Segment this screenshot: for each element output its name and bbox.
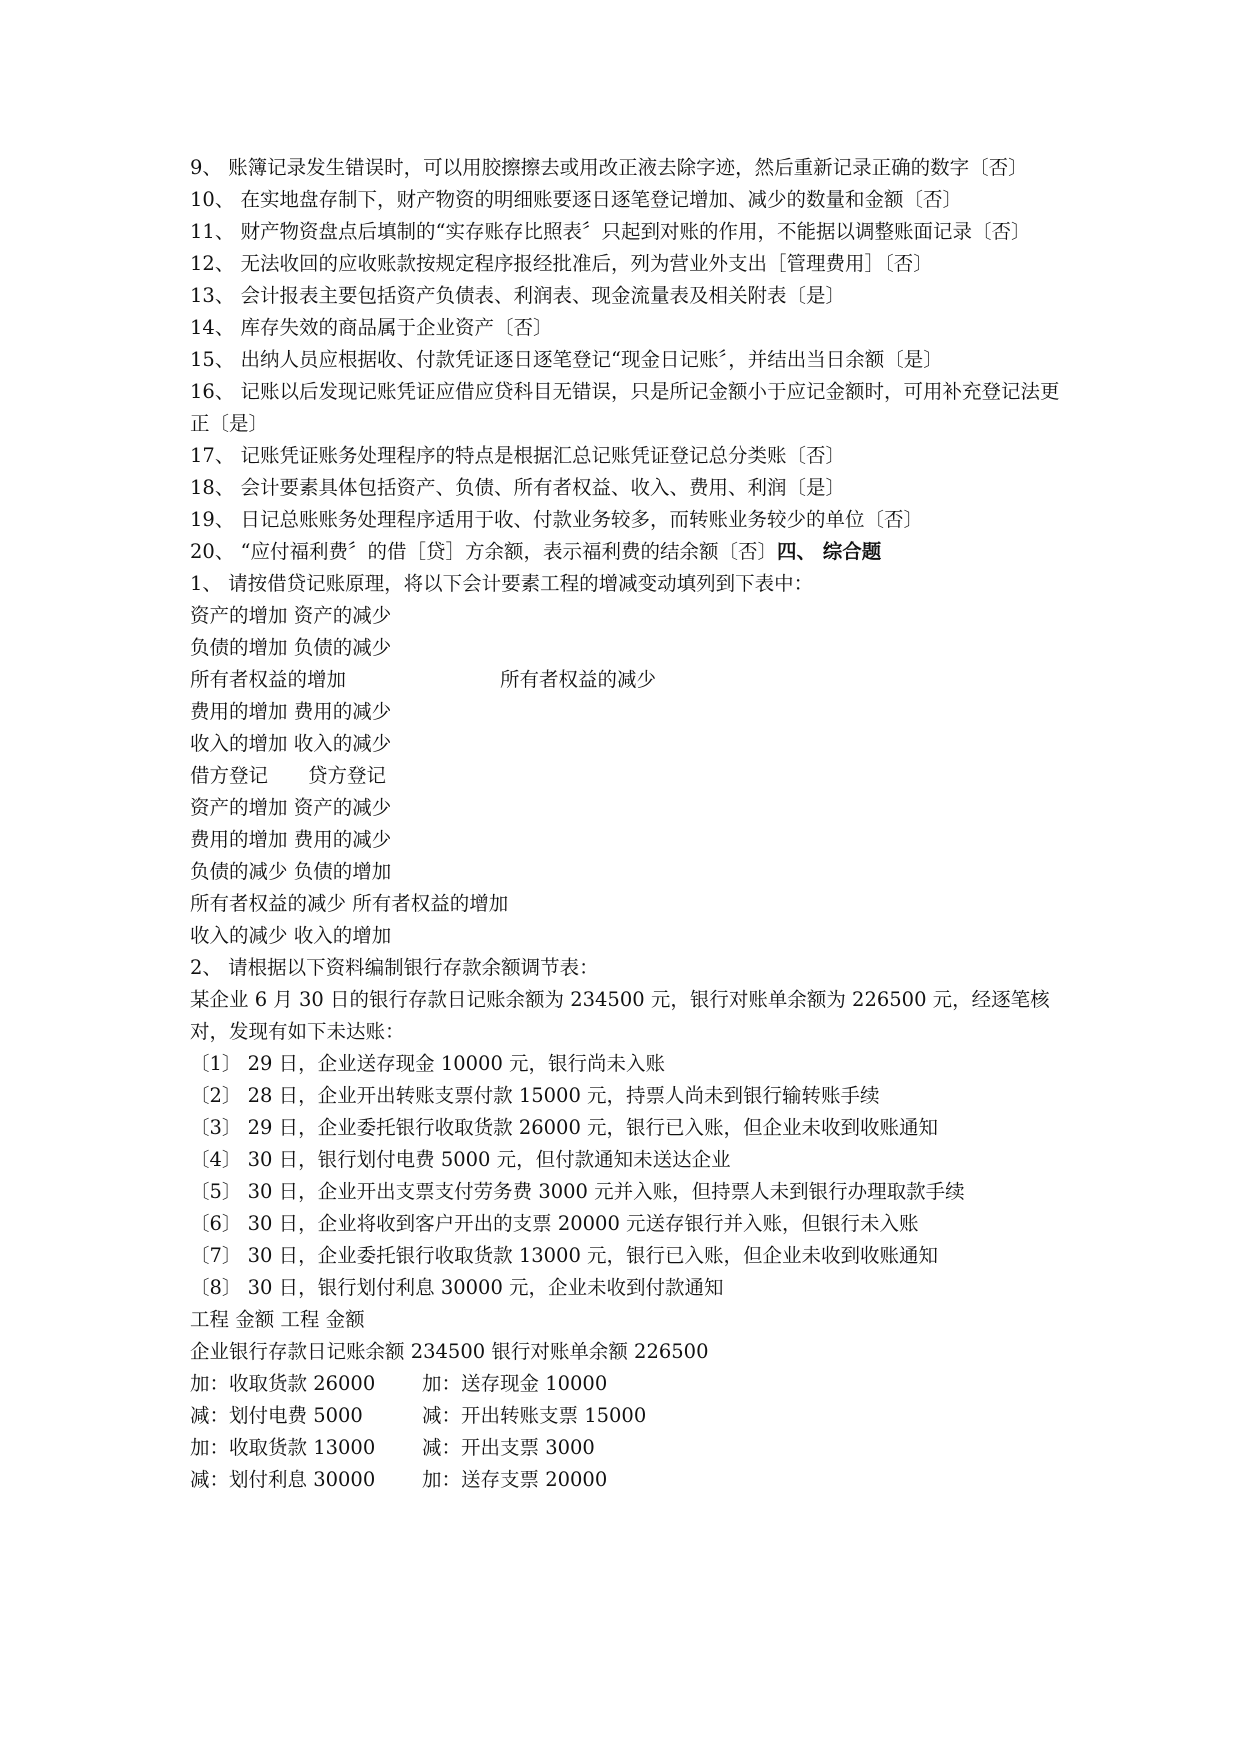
reconciliation-table-header: 工程 金额 工程 金额 (190, 1308, 365, 1331)
q1-row-right: 收入的减少 (293, 732, 392, 755)
q1-row-left: 资产的增加 (190, 604, 288, 627)
section-heading: 四、 综合题 (776, 540, 882, 563)
q1-header-row (190, 760, 1070, 792)
judgment-item-9: 9、 账簿记录发生错误时，可以用胶擦擦去或用改正液去除字迹，然后重新记录正确的数字〔否〕 (190, 156, 1028, 179)
reconciliation-row (190, 1464, 1070, 1496)
judgment-item-18: 18、 会计要素具体包括资产、负债、所有者权益、收入、费用、利润〔是〕 (190, 476, 846, 499)
q1-row (190, 632, 1070, 664)
judgment-item-11: 11、 财产物资盘点后填制的“实存账存比照表〞只起到对账的作用，不能据以调整账面记录〔否〕 (190, 220, 1031, 243)
q1-row-left: 负债的减少 (190, 860, 288, 883)
credit-header: 贷方登记 (308, 764, 387, 787)
judgment-item-20 (190, 536, 1070, 568)
reconciliation-row-left: 加：收取货款 13000 (190, 1436, 376, 1459)
q1-row-left: 负债的增加 (190, 636, 288, 659)
reconciliation-row (190, 1432, 1070, 1464)
q1-row (190, 856, 1070, 888)
reconciliation-row-right: 加：送存现金 10000 (422, 1372, 608, 1395)
q1-row-left: 资产的增加 (190, 796, 288, 819)
judgment-item-19: 19、 日记总账账务处理程序适用于收、付款业务较多，而转账业务较少的单位〔否〕 (190, 508, 924, 531)
q1-row (190, 824, 1070, 856)
q1-row-right: 所有者权益的减少 (500, 668, 657, 691)
reconciliation-row (190, 1400, 1070, 1432)
q1-row-left: 收入的增加 (190, 732, 288, 755)
q1-row-right: 资产的减少 (293, 604, 392, 627)
reconciliation-row-left: 加：收取货款 26000 (190, 1372, 376, 1395)
reconciliation-row-right: 减：开出支票 3000 (422, 1436, 595, 1459)
judgment-item-15: 15、 出纳人员应根据收、付款凭证逐日逐笔登记“现金日记账〞，并结出当日余额〔是〕 (190, 348, 943, 371)
judgment-item-13: 13、 会计报表主要包括资产负债表、利润表、现金流量表及相关附表〔是〕 (190, 284, 846, 307)
unreconciled-item: 〔6〕 30 日，企业将收到客户开出的支票 20000 元送存银行并入账，但银行未入账 (190, 1212, 919, 1235)
question-2-intro: 某企业 6 月 30 日的银行存款日记账余额为 234500 元，银行对账单余额为 226500 元，经逐笔核对，发现有如下未达账： (190, 988, 1050, 1043)
q1-row (190, 920, 1070, 952)
q1-row-left: 所有者权益的增加 (190, 668, 347, 691)
q1-row-left: 收入的减少 (190, 924, 288, 947)
unreconciled-item: 〔8〕 30 日，银行划付利息 30000 元，企业未收到付款通知 (190, 1276, 724, 1299)
reconciliation-row-left: 减：划付电费 5000 (190, 1404, 363, 1427)
judgment-item-17: 17、 记账凭证账务处理程序的特点是根据汇总记账凭证登记总分类账〔否〕 (190, 444, 846, 467)
q1-row-right: 资产的减少 (293, 796, 392, 819)
unreconciled-item: 〔7〕 30 日，企业委托银行收取货款 13000 元，银行已入账，但企业未收到收账通知 (190, 1244, 939, 1267)
reconciliation-row-right: 加：送存支票 20000 (422, 1468, 608, 1491)
judgment-item-20-text: 20、 “应付福利费〞的借［贷］方余额，表示福利费的结余额〔否〕 (190, 540, 777, 563)
q1-row (190, 696, 1070, 728)
unreconciled-item: 〔3〕 29 日，企业委托银行收取货款 26000 元，银行已入账，但企业未收到收账通知 (190, 1116, 939, 1139)
q1-row-right: 收入的增加 (293, 924, 392, 947)
q1-row-left: 费用的增加 (190, 700, 288, 723)
q1-row (190, 792, 1070, 824)
q1-row-right: 费用的减少 (293, 700, 392, 723)
judgment-item-10: 10、 在实地盘存制下，财产物资的明细账要逐日逐笔登记增加、减少的数量和金额〔否〕 (190, 188, 963, 211)
question-2-title: 2、 请根据以下资料编制银行存款余额调节表： (190, 956, 599, 979)
document-page (190, 152, 1070, 1496)
unreconciled-item: 〔1〕 29 日，企业送存现金 10000 元，银行尚未入账 (190, 1052, 666, 1075)
unreconciled-item: 〔4〕 30 日，银行划付电费 5000 元，但付款通知未送达企业 (190, 1148, 731, 1171)
q1-equity-row (190, 664, 1070, 696)
q1-row (190, 728, 1070, 760)
q1-row (190, 888, 1070, 920)
q1-row-left: 所有者权益的减少 (190, 892, 347, 915)
debit-header: 借方登记 (190, 764, 269, 787)
reconciliation-row-right: 减：开出转账支票 15000 (422, 1404, 647, 1427)
q1-row-right: 负债的减少 (293, 636, 392, 659)
reconciliation-row-left: 减：划付利息 30000 (190, 1468, 376, 1491)
q1-row-right: 费用的减少 (293, 828, 392, 851)
reconciliation-row (190, 1368, 1070, 1400)
judgment-item-16: 16、 记账以后发现记账凭证应借应贷科目无错误，只是所记金额小于应记金额时，可用补充登记法更正〔是〕 (190, 380, 1060, 435)
q1-row (190, 600, 1070, 632)
judgment-item-14: 14、 库存失效的商品属于企业资产〔否〕 (190, 316, 553, 339)
q1-row-right: 负债的增加 (293, 860, 392, 883)
q1-row-right: 所有者权益的增加 (352, 892, 509, 915)
judgment-item-12: 12、 无法收回的应收账款按规定程序报经批准后，列为营业外支出［管理费用］〔否〕 (190, 252, 933, 275)
question-1-title: 1、 请按借贷记账原理，将以下会计要素工程的增减变动填列到下表中： (190, 572, 814, 595)
q1-row-left: 费用的增加 (190, 828, 288, 851)
reconciliation-balance-row: 企业银行存款日记账余额 234500 银行对账单余额 226500 (190, 1340, 709, 1363)
unreconciled-item: 〔2〕 28 日，企业开出转账支票付款 15000 元，持票人尚未到银行输转账手续 (190, 1084, 880, 1107)
unreconciled-item: 〔5〕 30 日，企业开出支票支付劳务费 3000 元并入账，但持票人未到银行办理取款手续 (190, 1180, 965, 1203)
